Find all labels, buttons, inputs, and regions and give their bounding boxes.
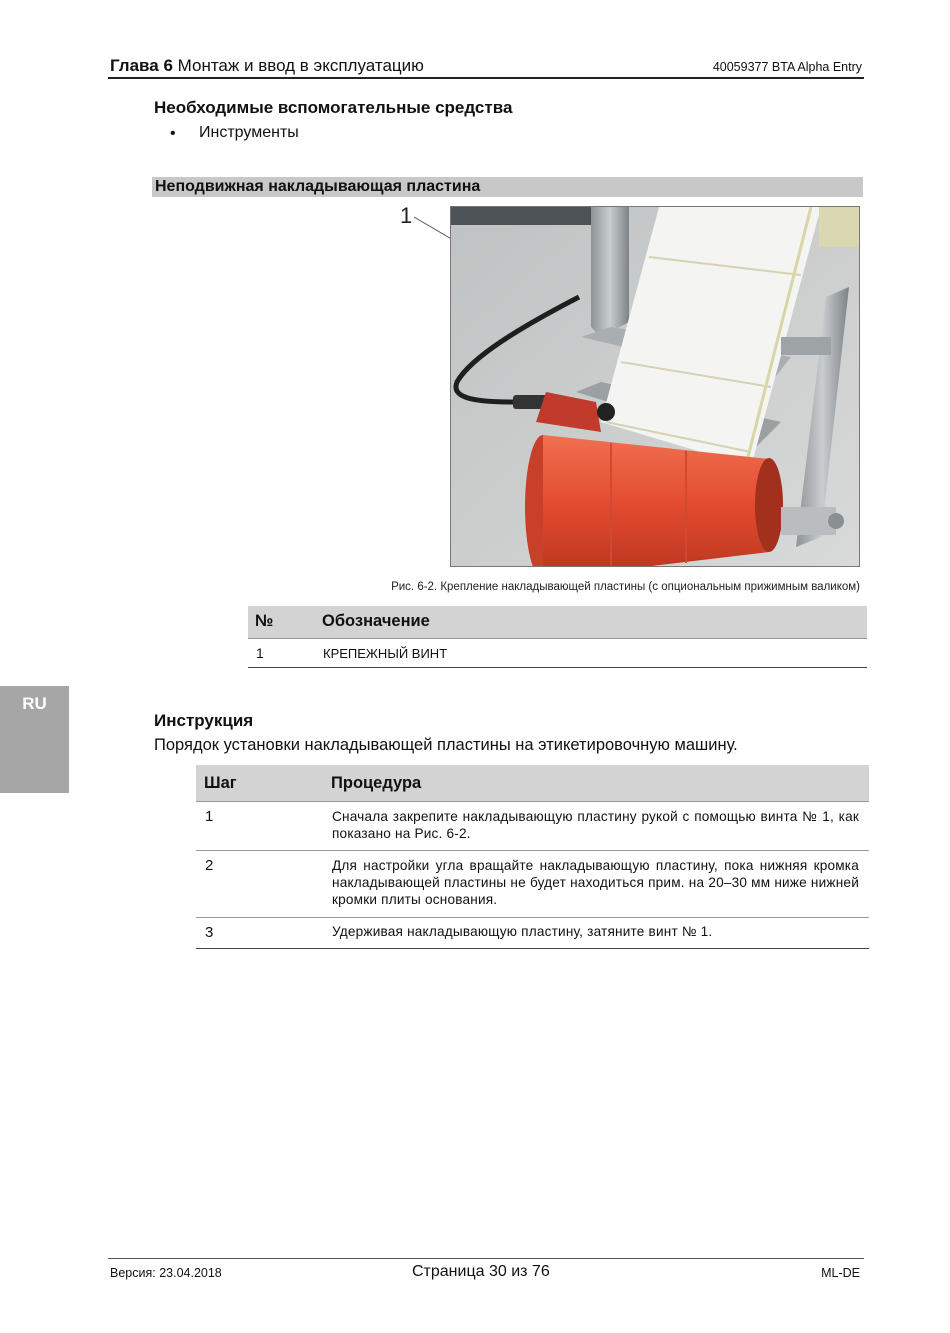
labeler-photo xyxy=(450,206,860,567)
figure-caption: Рис. 6-2. Крепление накладывающей пластины (с опциональным прижимным валиком) xyxy=(391,581,860,593)
aux-tools-heading: Необходимые вспомогательные средства xyxy=(154,98,513,117)
labeler-photo-illustration xyxy=(451,207,859,566)
step-number: 3 xyxy=(205,924,214,941)
language-tab-label: RU xyxy=(22,694,47,713)
instructions-intro: Порядок установки накладывающей пластины на этикетировочную машину. xyxy=(154,736,738,754)
steps-header-procedure: Процедура xyxy=(331,774,422,792)
step-number: 2 xyxy=(205,857,214,874)
legend-cell-number: 1 xyxy=(256,645,264,661)
steps-table xyxy=(196,765,869,949)
step-text: Удерживая накладывающую пластину, затяните винт № 1. xyxy=(332,924,713,939)
table-row xyxy=(196,851,869,918)
table-row xyxy=(196,918,869,949)
figure-callout-number: 1 xyxy=(400,203,413,228)
table-row xyxy=(248,639,867,668)
legend-header-number: № xyxy=(255,612,274,630)
instructions-heading: Инструкция xyxy=(154,711,254,730)
legend-table-header xyxy=(248,606,867,639)
legend-cell-designation: КРЕПЕЖНЫЙ ВИНТ xyxy=(323,646,448,661)
step-text: Для настройки угла вращайте накладывающую пластину, пока нижняя кромка накладывающей пластины не будет находиться прим. на 20–30 мм ниже нижней кромки плиты основания. xyxy=(332,858,859,907)
steps-header-step: Шаг xyxy=(204,774,237,792)
legend-table xyxy=(248,606,867,668)
chapter-title: Монтаж и ввод в эксплуатацию xyxy=(177,56,424,75)
table-row xyxy=(196,802,869,851)
step-text: Сначала закрепите накладывающую пластину рукой с помощью винта № 1, как показано на Рис. 6-2. xyxy=(332,809,859,841)
chapter-label: Глава 6 xyxy=(110,56,173,75)
aux-tools-item: Инструменты xyxy=(199,124,299,141)
footer-version: Версия: 23.04.2018 xyxy=(110,1266,222,1280)
chapter-heading xyxy=(110,56,424,76)
header-rule xyxy=(108,77,864,79)
steps-table-header xyxy=(196,765,869,802)
step-number: 1 xyxy=(205,808,214,825)
legend-header-designation: Обозначение xyxy=(322,612,430,630)
footer-page-number: Страница 30 из 76 xyxy=(412,1263,550,1280)
document-id: 40059377 BTA Alpha Entry xyxy=(712,60,862,74)
footer-language-code: ML-DE xyxy=(821,1266,860,1280)
bullet-icon: • xyxy=(170,125,176,142)
section-title: Неподвижная накладывающая пластина xyxy=(155,178,481,195)
footer-rule xyxy=(108,1258,864,1259)
